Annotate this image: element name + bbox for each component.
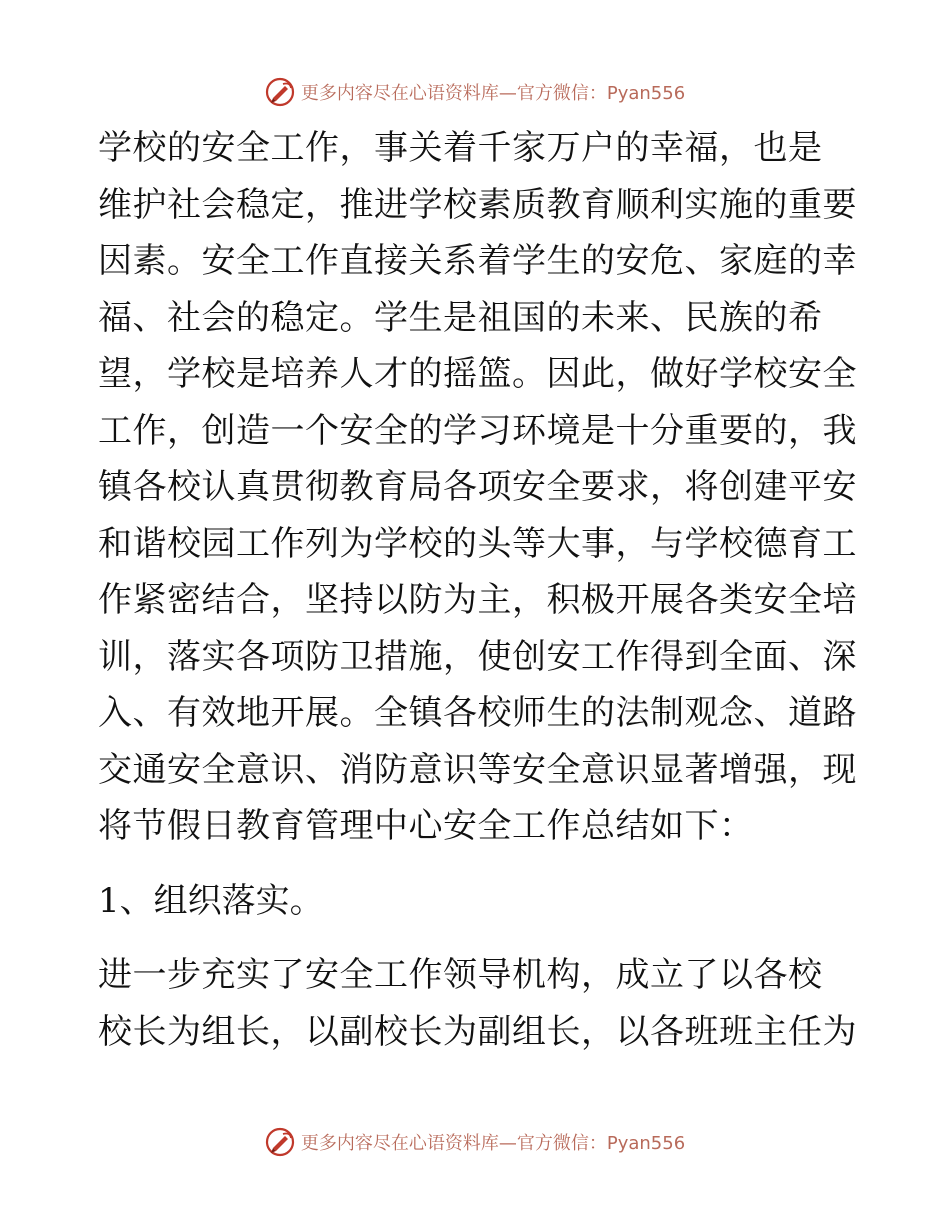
paragraph-2 (98, 947, 858, 1060)
paragraph-line: 工作，创造一个安全的学习环境是十分重要的，我 (98, 410, 857, 451)
paragraph-line: 学校的安全工作，事关着千家万户的幸福，也是 (98, 128, 823, 168)
paragraph-line: 进一步充实了安全工作领导机构，成立了以各校 (98, 955, 823, 995)
paragraph-line: 因素。安全工作直接关系着学生的安危、家庭的幸 (98, 241, 857, 281)
pen-logo-icon (265, 1127, 295, 1157)
paragraph-line: 福、社会的稳定。学生是祖国的未来、民族的希 (98, 297, 823, 338)
paragraph-line: 镇各校认真贯彻教育局各项安全要求，将创建平安 (98, 467, 857, 507)
paragraph-line: 交通安全意识、消防意识等安全意识显著增强，现 (98, 749, 857, 790)
paragraph-line: 校长为组长，以副校长为副组长，以各班班主任为 (98, 1011, 857, 1052)
paragraph-line: 维护社会稳定，推进学校素质教育顺利实施的重要 (98, 184, 857, 225)
banner-text: 更多内容尽在心语资料库—官方微信：Pyan556 (300, 1133, 686, 1154)
banner-text: 更多内容尽在心语资料库—官方微信：Pyan556 (300, 83, 686, 104)
paragraph-1 (98, 120, 858, 855)
paragraph-line: 训，落实各项防卫措施，使创安工作得到全面、深 (98, 636, 857, 677)
section-heading: 1、组织落实。 (98, 880, 324, 921)
header-banner (0, 72, 950, 112)
paragraph-line: 入、有效地开展。全镇各校师生的法制观念、道路 (98, 693, 857, 733)
document-body (98, 120, 858, 1060)
paragraph-line: 将节假日教育管理中心安全工作总结如下： (98, 806, 754, 846)
paragraph-line: 望，学校是培养人才的摇篮。因此，做好学校安全 (98, 354, 857, 394)
pen-logo-icon (265, 77, 295, 107)
paragraph-line: 和谐校园工作列为学校的头等大事，与学校德育工 (98, 523, 857, 564)
footer-banner (0, 1122, 950, 1162)
paragraph-line: 作紧密结合，坚持以防为主，积极开展各类安全培 (98, 580, 857, 620)
